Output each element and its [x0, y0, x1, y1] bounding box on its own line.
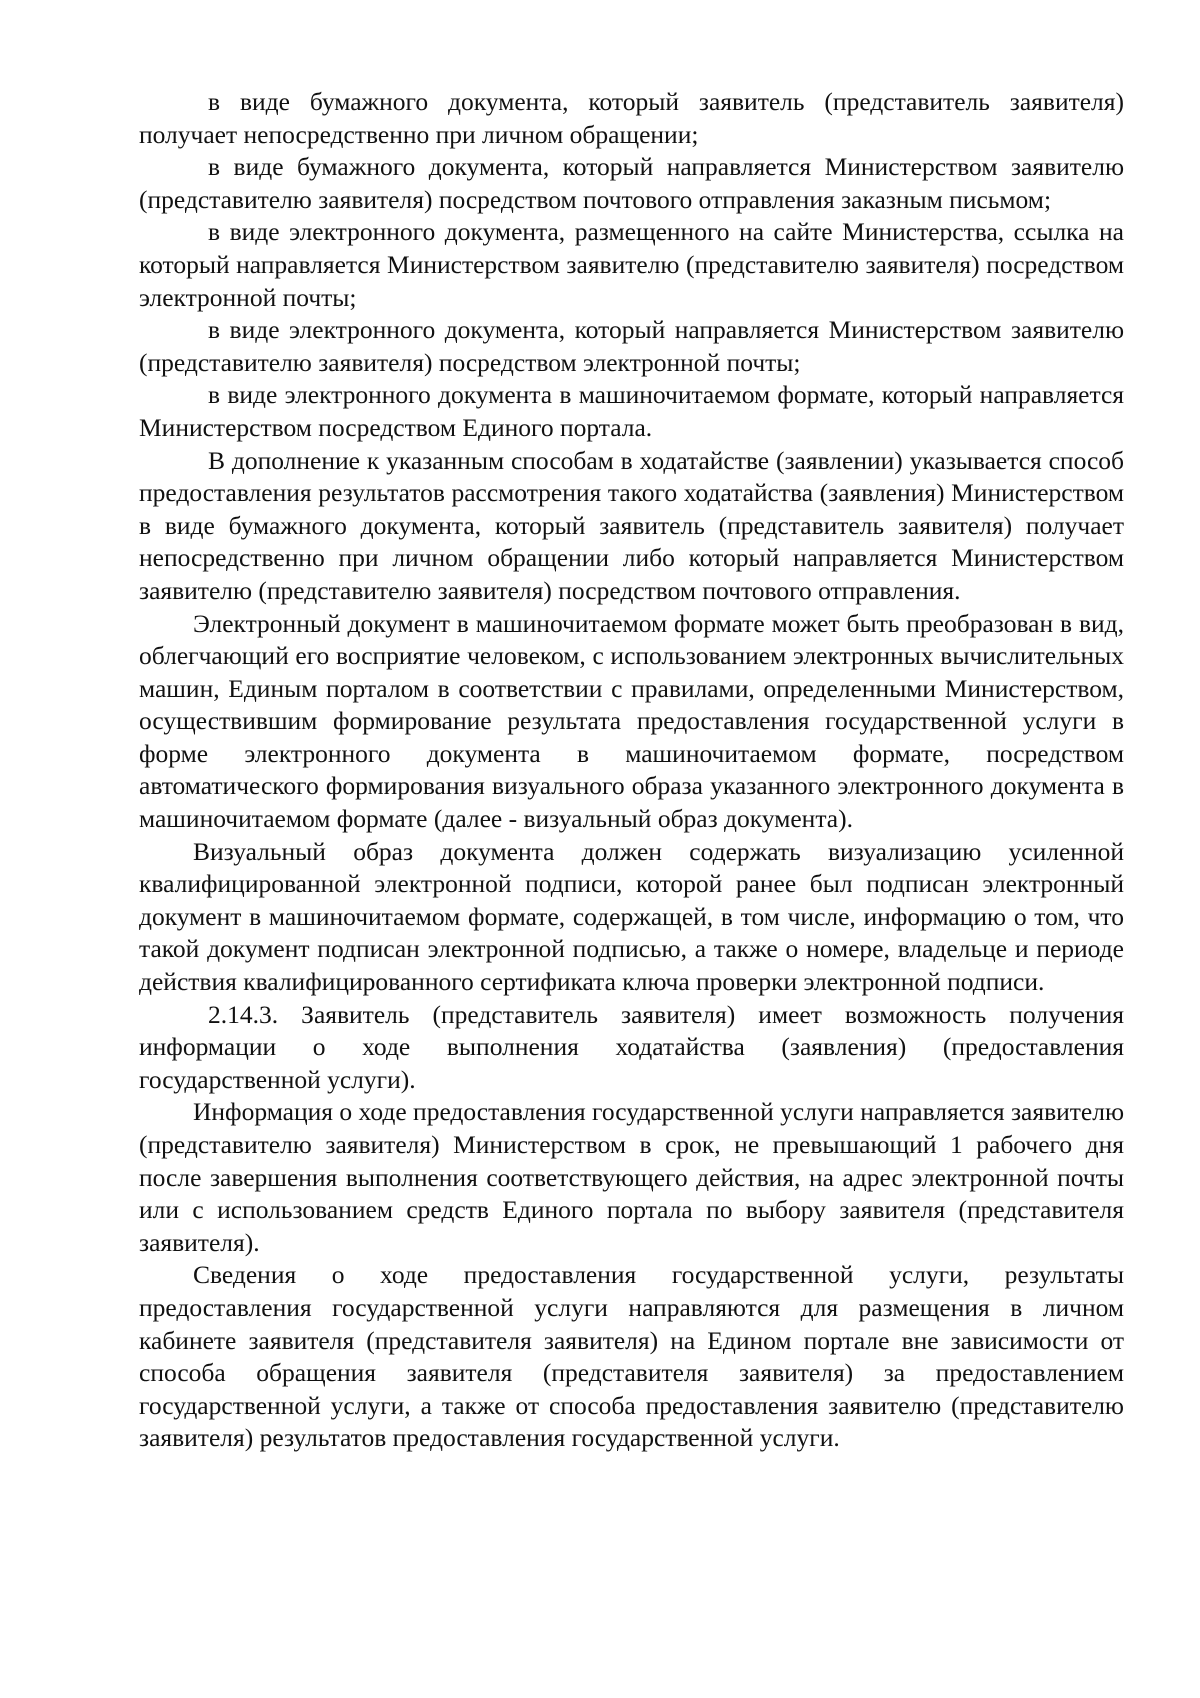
paragraph-paper-by-mail: в виде бумажного документа, который направляется Министерством заявителю (представителю заявителя) посредством почтового отправления заказным письмом;	[139, 152, 1124, 214]
paragraph-section-2-14-3: 2.14.3. Заявитель (представитель заявителя) имеет возможность получения информации о ходе выполнения ходатайства (заявления) (предоставления государственной услуги).	[139, 999, 1124, 1094]
paragraph-paper-in-person: в виде бумажного документа, который заявитель (представитель заявителя) получает непосредственно при личном обращении;	[139, 87, 1124, 149]
document-body	[139, 86, 1124, 1455]
paragraph-progress-info: Информация о ходе предоставления государственной услуги направляется заявителю (представителю заявителя) Министерством в срок, не превышающий 1 рабочего дня после завершения выполнения соответствующего действия, на адрес электронной почты или с использованием средств Единого портала по выбору заявителя (представителя заявителя).	[139, 1097, 1124, 1257]
paragraph-visual-image: Визуальный образ документа должен содержать визуализацию усиленной квалифицированной электронной подписи, которой ранее был подписан электронный документ в машиночитаемом формате, содержащей, в том числе, информацию о том, что такой документ подписан электронной подписью, а также о номере, владельце и периоде действия квалифицированного сертификата ключа проверки электронной подписи.	[139, 836, 1124, 997]
paragraph-electronic-portal: в виде электронного документа в машиночитаемом формате, который направляется Министерством посредством Единого портала.	[139, 380, 1124, 442]
paragraph-machine-readable: Электронный документ в машиночитаемом формате может быть преобразован в вид, облегчающий его восприятие человеком, с использованием электронных вычислительных машин, Единым порталом в соответствии с правилами, определенными Министерством, осуществившим формирование результата предоставления государственной услуги в форме электронного документа в машиночитаемом формате, посредством автоматического формирования визуального образа указанного электронного документа в машиночитаемом формате (далее - визуальный образ документа).	[139, 608, 1124, 834]
paragraph-additional-methods: В дополнение к указанным способам в ходатайстве (заявлении) указывается способ предоставления результатов рассмотрения такого ходатайства (заявления) Министерством в виде бумажного документа, который заявитель (представитель заявителя) получает непосредственно при личном обращении либо который направляется Министерством заявителю (представителю заявителя) посредством почтового отправления.	[139, 445, 1124, 605]
paragraph-personal-cabinet: Сведения о ходе предоставления государственной услуги, результаты предоставления государственной услуги направляются для размещения в личном кабинете заявителя (представителя заявителя) на Едином портале вне зависимости от способа обращения заявителя (представителя заявителя) за предоставлением государственной услуги, а также от способа предоставления заявителю (представителю заявителя) результатов предоставления государственной услуги.	[139, 1260, 1124, 1453]
paragraph-electronic-site-link: в виде электронного документа, размещенного на сайте Министерства, ссылка на который направляется Министерством заявителю (представителю заявителя) посредством электронной почты;	[139, 217, 1124, 312]
paragraph-electronic-email: в виде электронного документа, который направляется Министерством заявителю (представителю заявителя) посредством электронной почты;	[139, 315, 1124, 377]
